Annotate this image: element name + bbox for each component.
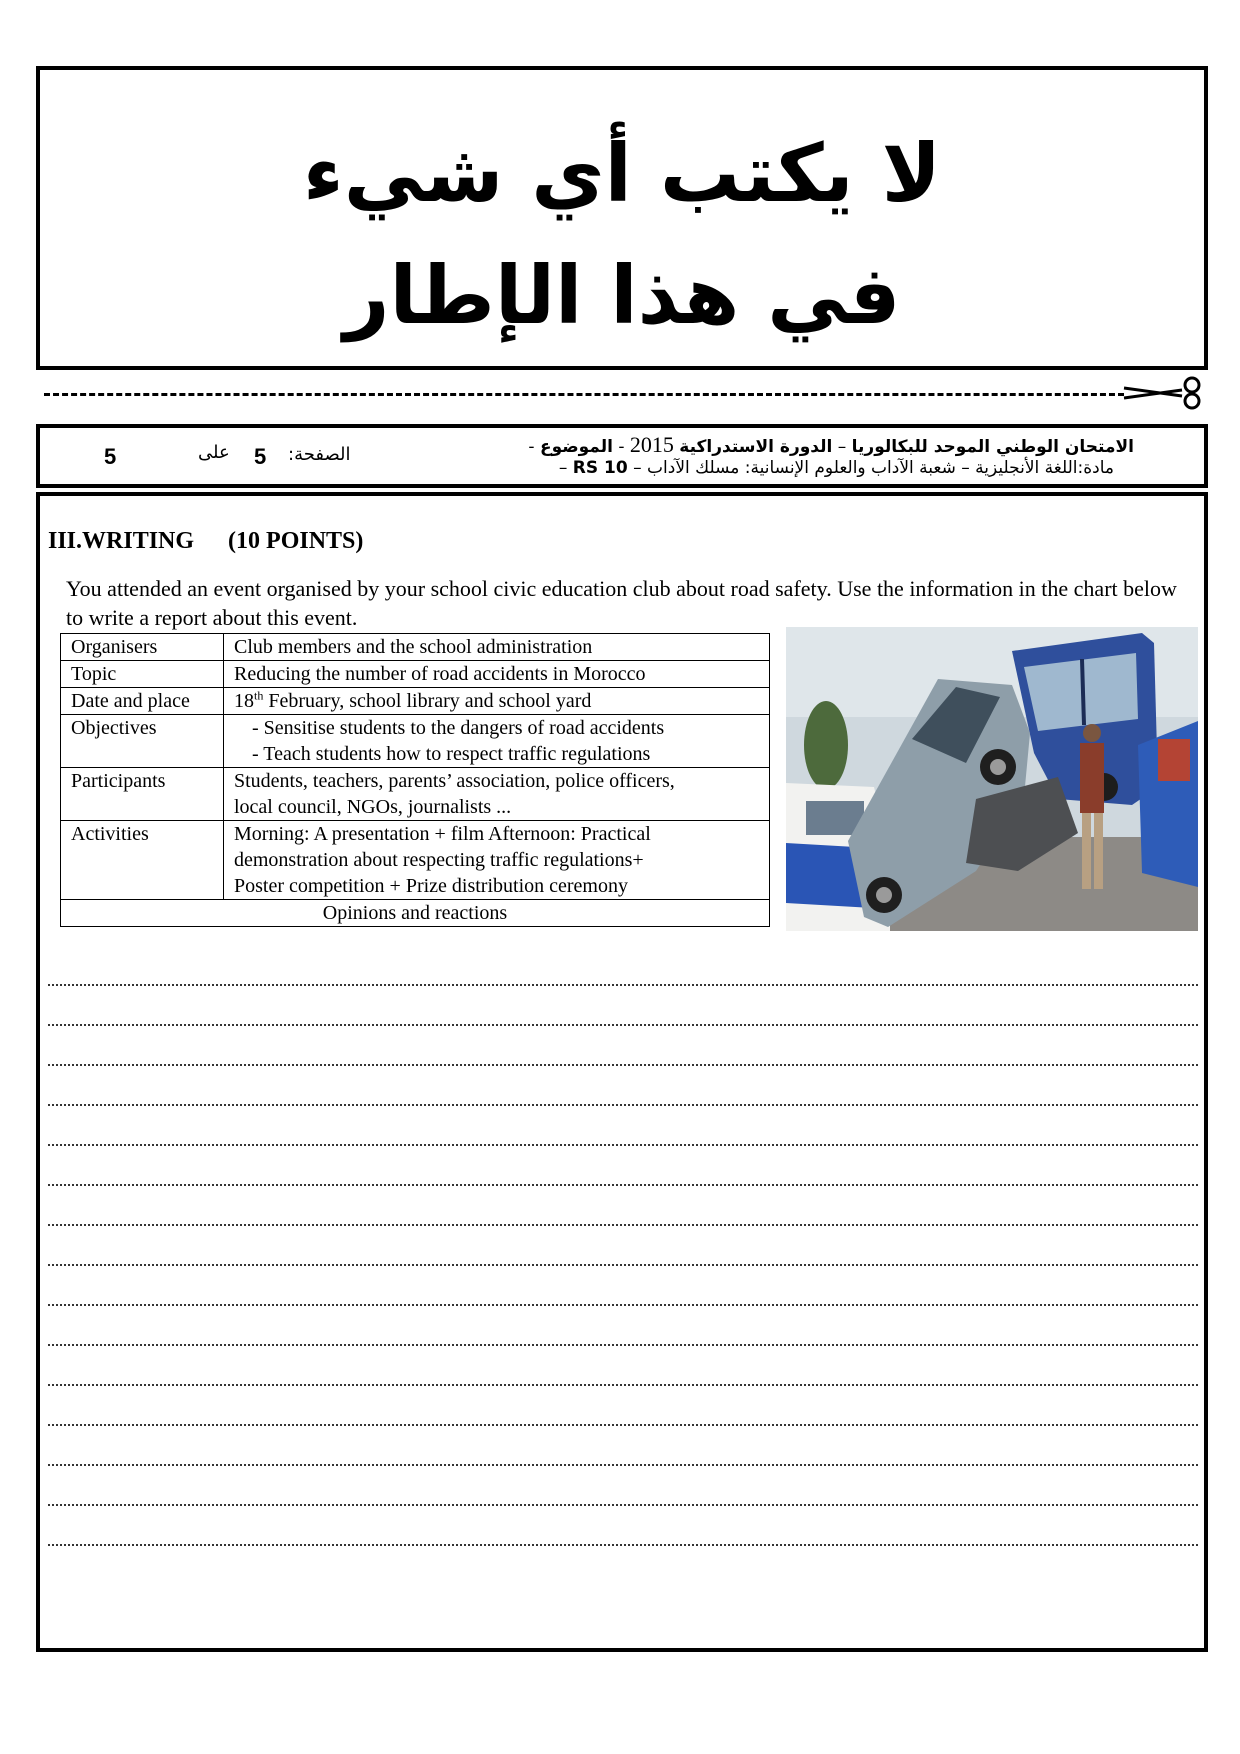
table-row xyxy=(61,821,770,900)
answer-line[interactable] xyxy=(48,1424,1198,1426)
organisers-value: Club members and the school administration xyxy=(224,634,770,661)
section-heading xyxy=(48,528,363,555)
instructions: You attended an event organised by your school civic education club about road safety. Use the information in the chart below to write a report about this event. xyxy=(66,576,1177,630)
table-row xyxy=(61,715,770,768)
answer-line[interactable] xyxy=(48,1384,1198,1386)
objectives-value xyxy=(224,715,770,768)
activities-label: Activities xyxy=(61,821,224,900)
page-of-label: على xyxy=(198,442,230,463)
answer-line[interactable] xyxy=(48,1264,1198,1266)
answer-line[interactable] xyxy=(48,1104,1198,1106)
date-suffix: th xyxy=(254,688,264,703)
section-title: III.WRITING xyxy=(48,528,195,554)
objective-item: - Teach students how to respect traffic regulations xyxy=(252,743,651,765)
answer-line[interactable] xyxy=(48,1024,1198,1026)
exam-subject-line: مادة:اللغة الأنجليزية – شعبة الآداب والعلوم الإنسانية: مسلك الآداب – RS 10 – xyxy=(558,458,1114,478)
exam-code: RS 10 xyxy=(572,458,628,478)
date-place-value xyxy=(224,688,770,715)
exam-session: الدورة الاستدراكية xyxy=(679,437,833,457)
table-row xyxy=(61,900,770,927)
date-rest: February, school library and school yard xyxy=(263,690,592,712)
page-current: 5 xyxy=(254,444,267,469)
section-points: (10 POINTS) xyxy=(228,528,364,554)
event-info-table xyxy=(60,633,770,927)
table-row xyxy=(61,688,770,715)
do-not-write-line-2: في هذا الإطار xyxy=(343,249,901,342)
topic-row-label: Topic xyxy=(61,661,224,688)
do-not-write-line-1: لا يكتب أي شيء xyxy=(302,127,942,220)
answer-line[interactable] xyxy=(48,1064,1198,1066)
answer-line[interactable] xyxy=(48,1144,1198,1146)
exam-header xyxy=(36,424,1208,488)
activities-line: Morning: A presentation + film Afternoon: Practical xyxy=(234,823,651,845)
participants-line: Students, teachers, parents’ association, police officers, xyxy=(234,770,675,792)
cut-dashed-line xyxy=(44,393,1124,396)
participants-label: Participants xyxy=(61,768,224,821)
activities-line: Poster competition + Prize distribution ceremony xyxy=(234,875,628,897)
answer-line[interactable] xyxy=(48,1224,1198,1226)
answer-line[interactable] xyxy=(48,984,1198,986)
table-row xyxy=(61,634,770,661)
participants-line: local council, NGOs, journalists ... xyxy=(234,796,512,818)
answer-line[interactable] xyxy=(48,1464,1198,1466)
objectives-label: Objectives xyxy=(61,715,224,768)
answer-line[interactable] xyxy=(48,1304,1198,1306)
topic-row-value: Reducing the number of road accidents in Morocco xyxy=(224,661,770,688)
exam-year: 2015 xyxy=(629,432,674,457)
answer-line[interactable] xyxy=(48,1344,1198,1346)
exam-title-line: الامتحان الوطني الموحد للبكالوريا – الدورة الاستدراكية 2015 - الموضوع - xyxy=(528,432,1134,457)
road-accident-photo xyxy=(786,627,1198,931)
table-row xyxy=(61,661,770,688)
opinions-row: Opinions and reactions xyxy=(61,900,770,927)
date-day: 18 xyxy=(234,690,254,712)
exam-subject: مادة:اللغة الأنجليزية – شعبة الآداب والعلوم الإنسانية: مسلك الآداب xyxy=(647,458,1114,478)
answer-line[interactable] xyxy=(48,1504,1198,1506)
exam-title: الامتحان الوطني الموحد للبكالوريا xyxy=(851,437,1134,457)
scissors-icon xyxy=(1122,376,1206,410)
activities-line: demonstration about respecting traffic regulations+ xyxy=(234,849,644,871)
answer-line[interactable] xyxy=(48,1544,1198,1546)
answer-line[interactable] xyxy=(48,1184,1198,1186)
date-place-label: Date and place xyxy=(61,688,224,715)
objective-item: - Sensitise students to the dangers of road accidents xyxy=(252,717,665,739)
topic-label: الموضوع xyxy=(539,437,613,457)
do-not-write-box xyxy=(36,66,1208,370)
activities-value xyxy=(224,821,770,900)
writing-section xyxy=(36,492,1208,1652)
participants-value xyxy=(224,768,770,821)
table-row xyxy=(61,768,770,821)
page-total: 5 xyxy=(104,444,117,469)
organisers-label: Organisers xyxy=(61,634,224,661)
page-label: الصفحة: xyxy=(288,444,351,465)
